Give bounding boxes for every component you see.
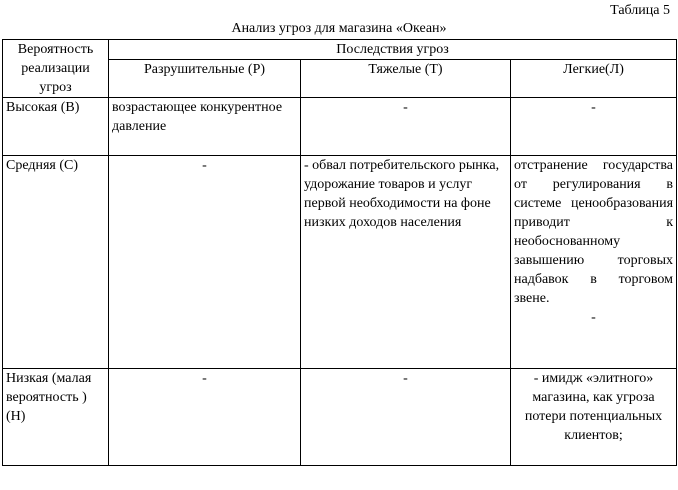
table-row-medium: [3, 156, 677, 369]
cell-medium-light: [511, 156, 677, 369]
header-heavy: Тяжелые (Т): [301, 60, 511, 98]
row-label-medium: Средняя (С): [3, 156, 109, 369]
row-label-low: Низкая (малая вероятность ) (Н): [3, 369, 109, 466]
header-row-1: [3, 40, 677, 60]
cell-medium-light-text: отстранение государства от регулирования в системе ценообразования приводит к необоснованному завышению торговых надбавок в торговом звене.: [514, 158, 674, 306]
header-destructive: Разрушительные (Р): [109, 60, 301, 98]
cell-medium-heavy: - обвал потребительского рынка, удорожание товаров и услуг первой необходимости на фоне низких доходов населения: [301, 156, 511, 369]
cell-low-heavy: -: [301, 369, 511, 466]
table-row-low: [3, 369, 677, 466]
cell-high-destructive: возрастающее конкурентное давление: [109, 98, 301, 156]
threats-table: [2, 39, 677, 466]
cell-medium-destructive: -: [109, 156, 301, 369]
cell-low-light: - имидж «элитного» магазина, как угроза потери потенциальных клиентов;: [511, 369, 677, 466]
row-label-high: Высокая (В): [3, 98, 109, 156]
cell-medium-light-dash: -: [591, 310, 596, 325]
table-number: Таблица 5: [610, 3, 670, 18]
table-title: Анализ угроз для магазина «Океан»: [231, 21, 447, 36]
header-light: Легкие(Л): [511, 60, 677, 98]
cell-high-light: -: [511, 98, 677, 156]
cell-high-heavy: -: [301, 98, 511, 156]
cell-low-destructive: -: [109, 369, 301, 466]
table-row-high: [3, 98, 677, 156]
header-probability: Вероятность реализации угроз: [3, 40, 109, 98]
header-consequences: Последствия угроз: [109, 40, 677, 60]
